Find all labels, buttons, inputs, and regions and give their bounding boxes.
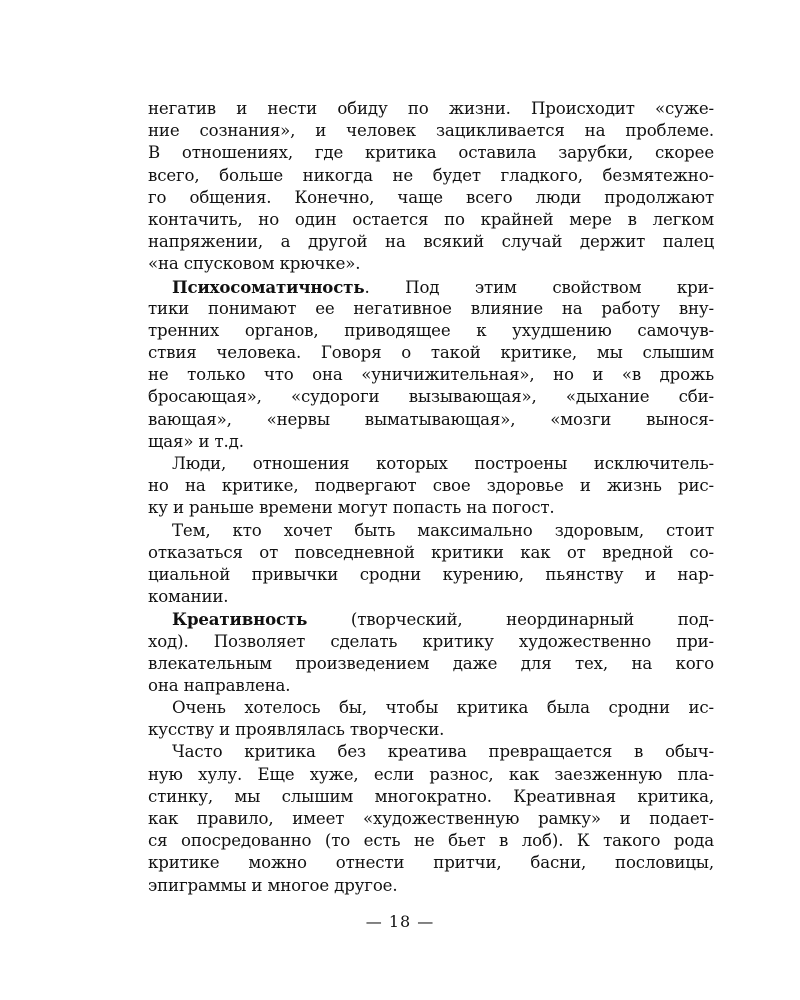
line-text: комании. xyxy=(148,587,229,607)
line-text: отказаться от повседневной критики как от вредной со- xyxy=(148,542,714,562)
text-line xyxy=(148,719,714,741)
line-text: Очень хотелось бы, чтобы критика была сродни ис- xyxy=(172,698,714,718)
line-text: щая» и т.д. xyxy=(148,431,244,451)
text-line xyxy=(148,364,714,386)
text-line xyxy=(148,631,714,653)
text-line xyxy=(148,808,714,830)
text-line xyxy=(148,253,714,275)
line-text: тики понимают ее негативное влияние на работу вну- xyxy=(148,298,714,318)
line-text: кусству и проявлялась творчески. xyxy=(148,720,445,740)
line-text: тренних органов, приводящее к ухудшению самочув- xyxy=(148,320,714,340)
line-text: ную хулу. Еще хуже, если разнос, как заезженную пла- xyxy=(148,764,714,784)
line-text: она направлена. xyxy=(148,675,291,695)
line-text: ся опосредованно (то есть не бьет в лоб). К такого рода xyxy=(148,831,714,851)
line-text: го общения. Конечно, чаще всего люди продолжают xyxy=(148,187,714,207)
line-text: ход). Позволяет сделать критику художественно при- xyxy=(148,631,714,651)
line-text: бросающая», «судороги вызывающая», «дыхание сби- xyxy=(148,387,714,407)
text-line xyxy=(148,409,714,431)
text-line xyxy=(148,120,714,142)
line-text: но на критике, подвергают свое здоровье и жизнь рис- xyxy=(148,476,714,496)
text-line xyxy=(148,586,714,608)
text-line xyxy=(148,165,714,187)
page-text-body xyxy=(148,98,714,897)
line-text: негатив и нести обиду по жизни. Происходит «суже- xyxy=(148,99,714,118)
term-heading: Психосоматичность xyxy=(172,276,365,297)
line-text: вающая», «нервы выматывающая», «мозги вынося- xyxy=(148,409,714,429)
line-text: напряжении, а другой на всякий случай держит палец xyxy=(148,232,714,252)
text-line xyxy=(148,786,714,808)
line-text: циальной привычки сродни курению, пьянству и нар- xyxy=(148,564,714,584)
text-line xyxy=(148,520,714,542)
text-line xyxy=(148,320,714,342)
term-heading: Креативность xyxy=(172,609,308,630)
text-line xyxy=(148,431,714,453)
text-line xyxy=(148,564,714,586)
line-text: как правило, имеет «художественную рамку» и подает- xyxy=(148,809,714,828)
line-text: стинку, мы слышим многократно. Креативная критика, xyxy=(148,786,714,806)
text-line xyxy=(148,475,714,497)
line-text: Часто критика без креатива превращается в обыч- xyxy=(172,742,714,762)
text-line xyxy=(148,875,714,897)
line-text: всего, больше никогда не будет гладкого, безмятежно- xyxy=(148,165,714,185)
line-text: В отношениях, где критика оставила зарубки, скорее xyxy=(148,143,714,163)
line-text: Люди, отношения которых построены исключитель- xyxy=(172,454,714,473)
line-text: критике можно отнести притчи, басни, пословицы, xyxy=(148,853,714,873)
line-text: ствия человека. Говоря о такой критике, мы слышим xyxy=(148,343,714,363)
text-line xyxy=(148,298,714,320)
text-line xyxy=(148,209,714,231)
line-text: (творческий, неординарный под- xyxy=(307,610,714,630)
line-text: контачить, но один остается по крайней мере в легком xyxy=(148,209,714,229)
text-line xyxy=(148,764,714,786)
line-text: влекательным произведением даже для тех, на кого xyxy=(148,653,714,673)
line-text: не только что она «уничижительная», но и «в дрожь xyxy=(148,365,714,385)
text-line xyxy=(148,142,714,164)
text-line xyxy=(148,852,714,874)
text-line xyxy=(148,697,714,719)
text-line xyxy=(148,653,714,675)
text-line xyxy=(148,276,714,298)
text-line xyxy=(148,453,714,475)
text-line xyxy=(148,830,714,852)
text-line xyxy=(148,608,714,630)
line-text: эпиграммы и многое другое. xyxy=(148,875,398,895)
text-line xyxy=(148,386,714,408)
text-line xyxy=(148,542,714,564)
line-text: «на спусковом крючке». xyxy=(148,254,361,274)
line-text: ние сознания», и человек зацикливается на проблеме. xyxy=(148,121,714,141)
text-line xyxy=(148,342,714,364)
text-line xyxy=(148,497,714,519)
text-line xyxy=(148,98,714,120)
text-line xyxy=(148,741,714,763)
page-number: — 18 — xyxy=(365,912,435,931)
text-line xyxy=(148,675,714,697)
line-text: . Под этим свойством кри- xyxy=(364,277,714,297)
line-text: ку и раньше времени могут попасть на погост. xyxy=(148,498,555,518)
line-text: Тем, кто хочет быть максимально здоровым, стоит xyxy=(172,520,714,540)
text-line xyxy=(148,187,714,209)
text-line xyxy=(148,231,714,253)
